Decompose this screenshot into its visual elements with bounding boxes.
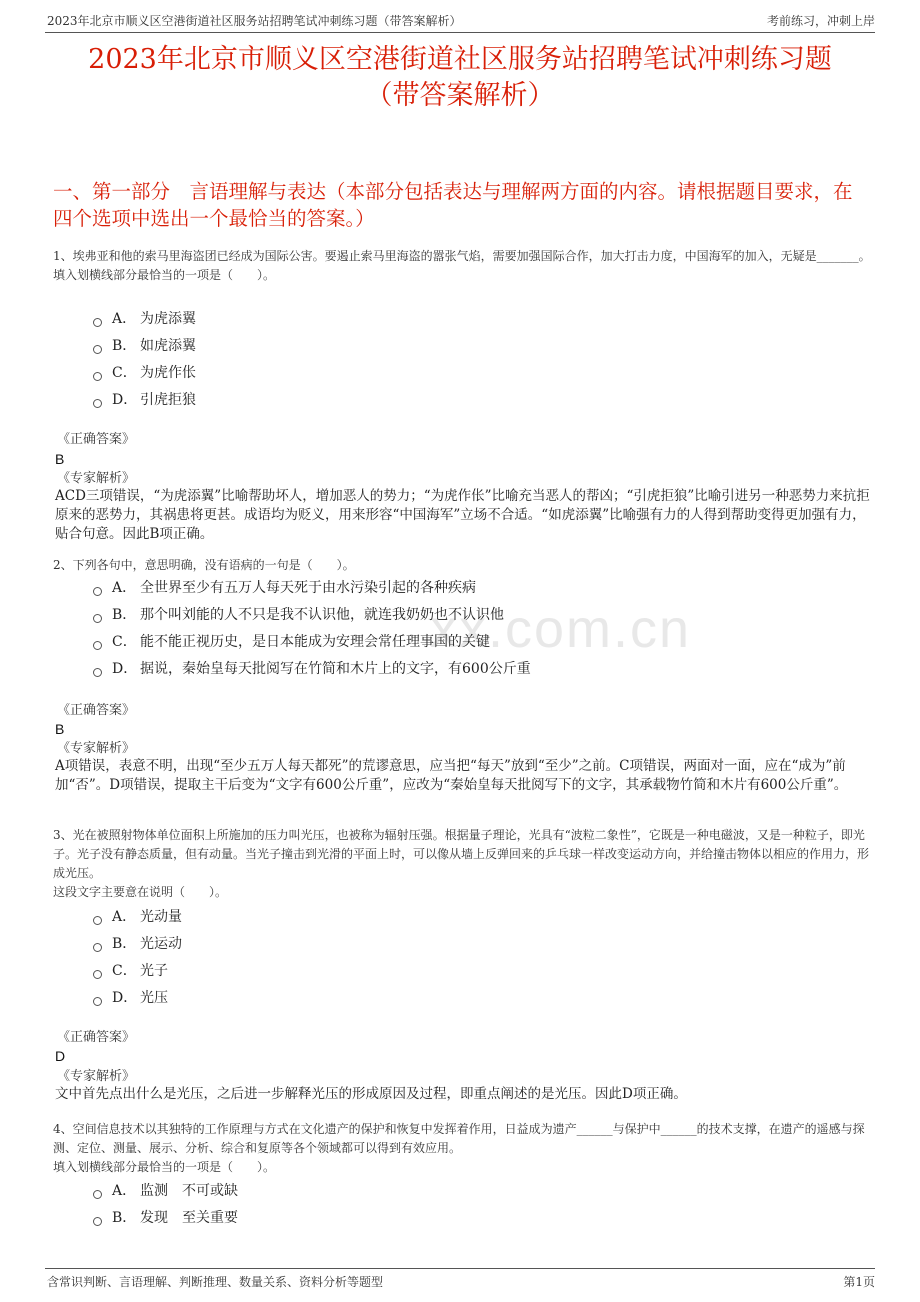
question-stem-text: 4、空间信息技术以其独特的工作原理与方式在文化遗产的保护和恢复中发挥着作用，日益成为遗产______与保护中______的技术支撑，在遗产的遥感与探测、定位、测量、展示、分析、综合和复原等各个领域都可以得到有效应用。 [53, 1122, 865, 1155]
question-3-answer: D [55, 1048, 66, 1064]
radio-icon[interactable] [93, 587, 102, 596]
radio-icon[interactable] [93, 1217, 102, 1226]
option-text: 光压 [140, 990, 168, 1006]
question-1-option-c[interactable] [93, 363, 196, 383]
option-letter: A． [112, 1183, 137, 1199]
answer-label: 《正确答案》 [57, 703, 136, 718]
option-letter: C． [112, 365, 137, 381]
question-prompt: 这段文字主要意在说明（ ）。 [53, 885, 228, 899]
radio-icon[interactable] [93, 916, 102, 925]
question-1-answer: B [55, 451, 65, 467]
option-letter: B． [112, 338, 137, 354]
option-letter: B． [112, 936, 137, 952]
page-title-line2: （带答案解析） [365, 80, 555, 111]
question-3-analysis: 文中首先点出什么是光压，之后进一步解释光压的形成原因及过程，即重点阐述的是光压。因此D项正确。 [55, 1086, 687, 1102]
question-3-option-a[interactable] [93, 907, 182, 927]
analysis-label: 《专家解析》 [57, 1069, 136, 1084]
option-letter: C． [112, 634, 137, 650]
question-2-option-b[interactable] [93, 605, 504, 625]
option-text: 为虎作伥 [140, 365, 196, 381]
radio-icon[interactable] [93, 399, 102, 408]
option-letter: D． [112, 661, 138, 677]
section-heading: 一、第一部分 言语理解与表达（本部分包括表达与理解两方面的内容。请根据题目要求，在四个选项中选出一个最恰当的答案。） [53, 180, 853, 230]
footer-question-types: 含常识判断、言语理解、判断推理、数量关系、资料分析等题型 [47, 1275, 384, 1289]
question-2-option-c[interactable] [93, 632, 490, 652]
radio-icon[interactable] [93, 1190, 102, 1199]
option-letter: D． [112, 392, 138, 408]
question-1-option-d[interactable] [93, 390, 196, 410]
question-2-answer: B [55, 721, 65, 737]
option-text: 能不能正视历史，是日本能成为安理会常任理事国的关键 [140, 634, 490, 650]
option-letter: C． [112, 963, 137, 979]
radio-icon[interactable] [93, 641, 102, 650]
question-2-analysis: A项错误，表意不明，出现“至少五万人每天都死”的荒谬意思，应当把“每天”放到“至少”之前。C项错误，两面对一面，应在“成为”前加“否”。D项错误，提取主干后变为“文字有600公斤重”，应改为“秦始皇每天批阅写下的文字，其承载物竹简和木片有600公斤重”。 [55, 758, 848, 793]
header-divider [45, 32, 875, 33]
question-1-option-b[interactable] [93, 336, 196, 356]
radio-icon[interactable] [93, 970, 102, 979]
option-letter: B． [112, 607, 137, 623]
question-2-option-d[interactable] [93, 659, 531, 679]
question-4-option-a[interactable] [93, 1181, 238, 1201]
radio-icon[interactable] [93, 997, 102, 1006]
option-text: 如虎添翼 [140, 338, 196, 354]
question-1-stem [53, 247, 872, 285]
question-1-analysis: ACD三项错误，“为虎添翼”比喻帮助坏人，增加恶人的势力；“为虎作伥”比喻充当恶人的帮凶；“引虎拒狼”比喻引进另一种恶势力来抗拒原来的恶势力，其祸患将更甚。成语均为贬义，用来形容“中国海军”立场不合适。“如虎添翼”比喻强有力的人得到帮助变得更加强有力，贴合句意。因此B项正确。 [55, 488, 870, 542]
analysis-label: 《专家解析》 [57, 741, 136, 756]
option-letter: A． [112, 909, 137, 925]
option-letter: A． [112, 580, 137, 596]
option-text: 发现 至关重要 [140, 1210, 238, 1226]
answer-label: 《正确答案》 [57, 1030, 136, 1045]
analysis-label: 《专家解析》 [57, 471, 136, 486]
radio-icon[interactable] [93, 345, 102, 354]
option-text: 光动量 [140, 909, 182, 925]
option-text: 引虎拒狼 [140, 392, 196, 408]
question-prompt: 填入划横线部分最恰当的一项是（ ）。 [53, 268, 276, 282]
radio-icon[interactable] [93, 668, 102, 677]
question-3-stem [53, 826, 872, 902]
question-3-option-b[interactable] [93, 934, 182, 954]
option-text: 那个叫刘能的人不只是我不认识他，就连我奶奶也不认识他 [140, 607, 504, 623]
option-text: 光子 [140, 963, 168, 979]
question-3-option-d[interactable] [93, 988, 168, 1008]
option-letter: D． [112, 990, 138, 1006]
radio-icon[interactable] [93, 372, 102, 381]
question-stem-text: 2、下列各句中，意思明确，没有语病的一句是（ ）。 [53, 558, 355, 572]
option-letter: B． [112, 1210, 137, 1226]
header-document-title: 2023年北京市顺义区空港街道社区服务站招聘笔试冲刺练习题（带答案解析） [47, 14, 462, 28]
page-title-line1: 2023年北京市顺义区空港街道社区服务站招聘笔试冲刺练习题 [88, 44, 832, 75]
footer-page-number: 第1页 [843, 1275, 875, 1289]
question-4-stem [53, 1120, 872, 1177]
question-2-option-a[interactable] [93, 578, 476, 598]
option-text: 据说，秦始皇每天批阅写在竹简和木片上的文字，有600公斤重 [140, 661, 531, 677]
watermark: xx.com.cn [430, 599, 692, 659]
question-2-stem [53, 556, 872, 575]
footer-divider [45, 1268, 875, 1269]
question-1-option-a[interactable] [93, 309, 196, 329]
option-text: 监测 不可或缺 [140, 1183, 238, 1199]
option-text: 光运动 [140, 936, 182, 952]
header-slogan: 考前练习，冲刺上岸 [766, 14, 875, 28]
option-text: 为虎添翼 [140, 311, 196, 327]
question-stem-text: 3、光在被照射物体单位面积上所施加的压力叫光压，也被称为辐射压强。根据量子理论，光具有“波粒二象性”，它既是一种电磁波，又是一种粒子，即光子。光子没有静态质量，但有动量。当光子撞击到光滑的平面上时，可以像从墙上反弹回来的乒乓球一样改变运动方向，并给撞击物体以相应的作用力，形成光压。 [53, 828, 870, 880]
question-prompt: 填入划横线部分最恰当的一项是（ ）。 [53, 1160, 276, 1174]
question-3-option-c[interactable] [93, 961, 168, 981]
radio-icon[interactable] [93, 318, 102, 327]
answer-label: 《正确答案》 [57, 432, 136, 447]
radio-icon[interactable] [93, 614, 102, 623]
radio-icon[interactable] [93, 943, 102, 952]
option-text: 全世界至少有五万人每天死于由水污染引起的各种疾病 [140, 580, 476, 596]
option-letter: A． [112, 311, 137, 327]
question-stem-text: 1、埃弗亚和他的索马里海盗团已经成为国际公害。要遏止索马里海盗的嚣张气焰，需要加强国际合作，加大打击力度，中国海军的加入，无疑是_______。 [53, 249, 871, 263]
question-4-option-b[interactable] [93, 1208, 238, 1228]
page-title [40, 42, 880, 114]
